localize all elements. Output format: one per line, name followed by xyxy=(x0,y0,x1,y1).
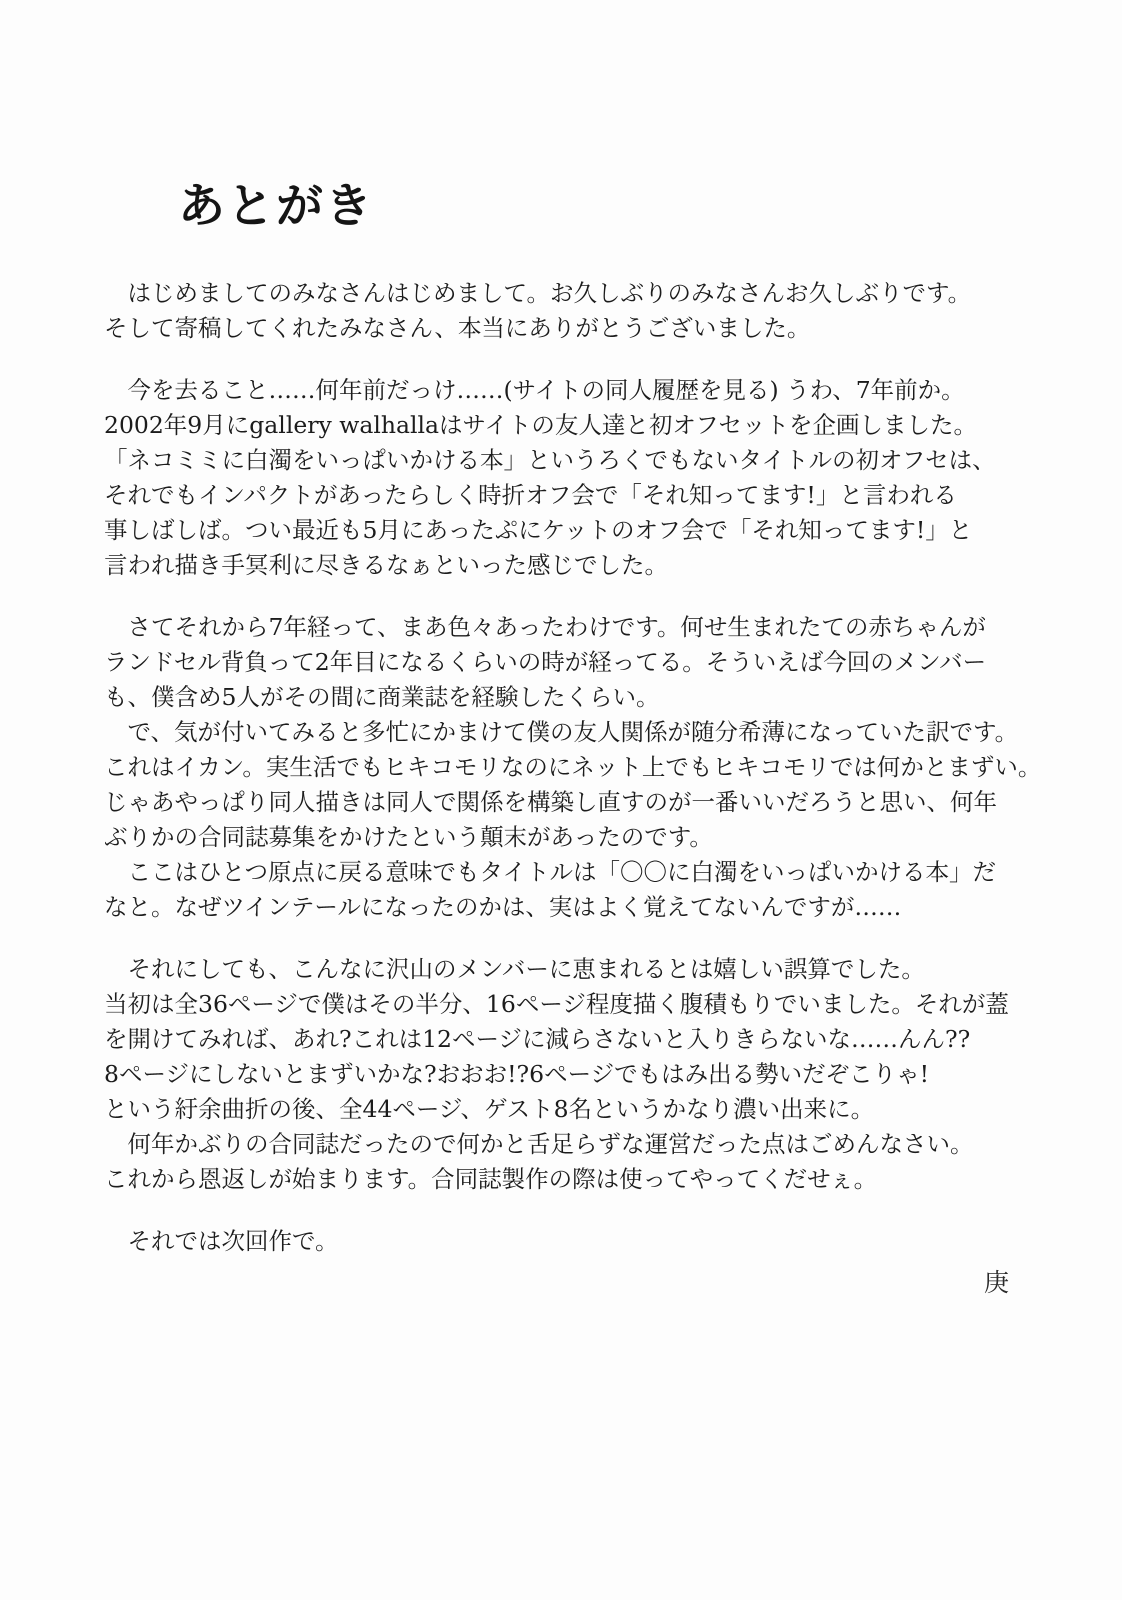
text-line: じゃあやっぱり同人描きは同人で関係を構築し直すのが一番いいだろうと思い、何年 xyxy=(104,788,997,816)
text-line: 何年かぶりの合同誌だったので何かと舌足らずな運営だった点はごめんなさい。 xyxy=(104,1130,974,1158)
text-line: 当初は全36ページで僕はその半分、16ページ程度描く腹積もりでいました。それが蓋 xyxy=(104,990,1009,1018)
text-line: それにしても、こんなに沢山のメンバーに恵まれるとは嬉しい誤算でした。 xyxy=(104,955,925,983)
text-line: 2002年9月にgallery walhallaはサイトの友人達と初オフセットを企画しました。 xyxy=(104,411,977,439)
text-line: という紆余曲折の後、全44ページ、ゲスト8名というかなり濃い出来に。 xyxy=(104,1095,875,1123)
text-line: 「ネコミミに白濁をいっぱいかける本」というろくでもないタイトルの初オフセは、 xyxy=(104,446,996,474)
text-line: ここはひとつ原点に戻る意味でもタイトルは「〇〇に白濁をいっぱいかける本」だ xyxy=(104,858,997,886)
paragraph xyxy=(104,952,1054,1197)
text-line: 今を去ること……何年前だっけ……(サイトの同人履歴を見る) うわ、7年前か。 xyxy=(104,376,965,404)
text-line: それでもインパクトがあったらしく時折オフ会で「それ知ってます!」と言われる xyxy=(104,481,957,509)
text-line: ランドセル背負って2年目になるくらいの時が経ってる。そういえば今回のメンバー xyxy=(104,648,987,676)
text-line: で、気が付いてみると多忙にかまけて僕の友人関係が随分希薄になっていた訳です。 xyxy=(104,718,1019,746)
paragraph xyxy=(104,1224,1054,1259)
afterword-body xyxy=(104,276,1054,1286)
paragraph xyxy=(104,610,1054,925)
text-line: 言われ描き手冥利に尽きるなぁといった感じでした。 xyxy=(104,551,668,579)
text-line: を開けてみれば、あれ?これは12ページに減らさないと入りきらないな……んん?? xyxy=(104,1025,971,1053)
text-line: これから恩返しが始まります。合同誌製作の際は使ってやってくだせぇ。 xyxy=(104,1165,878,1193)
page-title: あとがき xyxy=(178,179,374,235)
text-line: そして寄稿してくれたみなさん、本当にありがとうございました。 xyxy=(104,314,811,342)
text-line: これはイカン。実生活でもヒキコモリなのにネット上でもヒキコモリでは何かとまずい。 xyxy=(104,753,1042,781)
signature: 庚 xyxy=(984,1268,1010,1297)
text-line: 8ページにしないとまずいかな?おおお!?6ページでもはみ出る勢いだぞこりゃ! xyxy=(104,1060,930,1088)
text-line: ぶりかの合同誌募集をかけたという顛末があったのです。 xyxy=(104,823,713,851)
text-line: それでは次回作で。 xyxy=(104,1227,339,1255)
text-line: なと。なぜツインテールになったのかは、実はよく覚えてないんですが…… xyxy=(104,893,902,921)
text-line: さてそれから7年経って、まあ色々あったわけです。何せ生まれたての赤ちゃんが xyxy=(104,613,986,641)
text-line: はじめましてのみなさんはじめまして。お久しぶりのみなさんお久しぶりです。 xyxy=(104,279,972,307)
paragraph xyxy=(104,373,1054,583)
text-line: も、僕含め5人がその間に商業誌を経験したくらい。 xyxy=(104,683,660,711)
paragraph xyxy=(104,276,1054,346)
text-line: 事しばしば。つい最近も5月にあったぷにケットのオフ会で「それ知ってます!」と xyxy=(104,516,973,544)
